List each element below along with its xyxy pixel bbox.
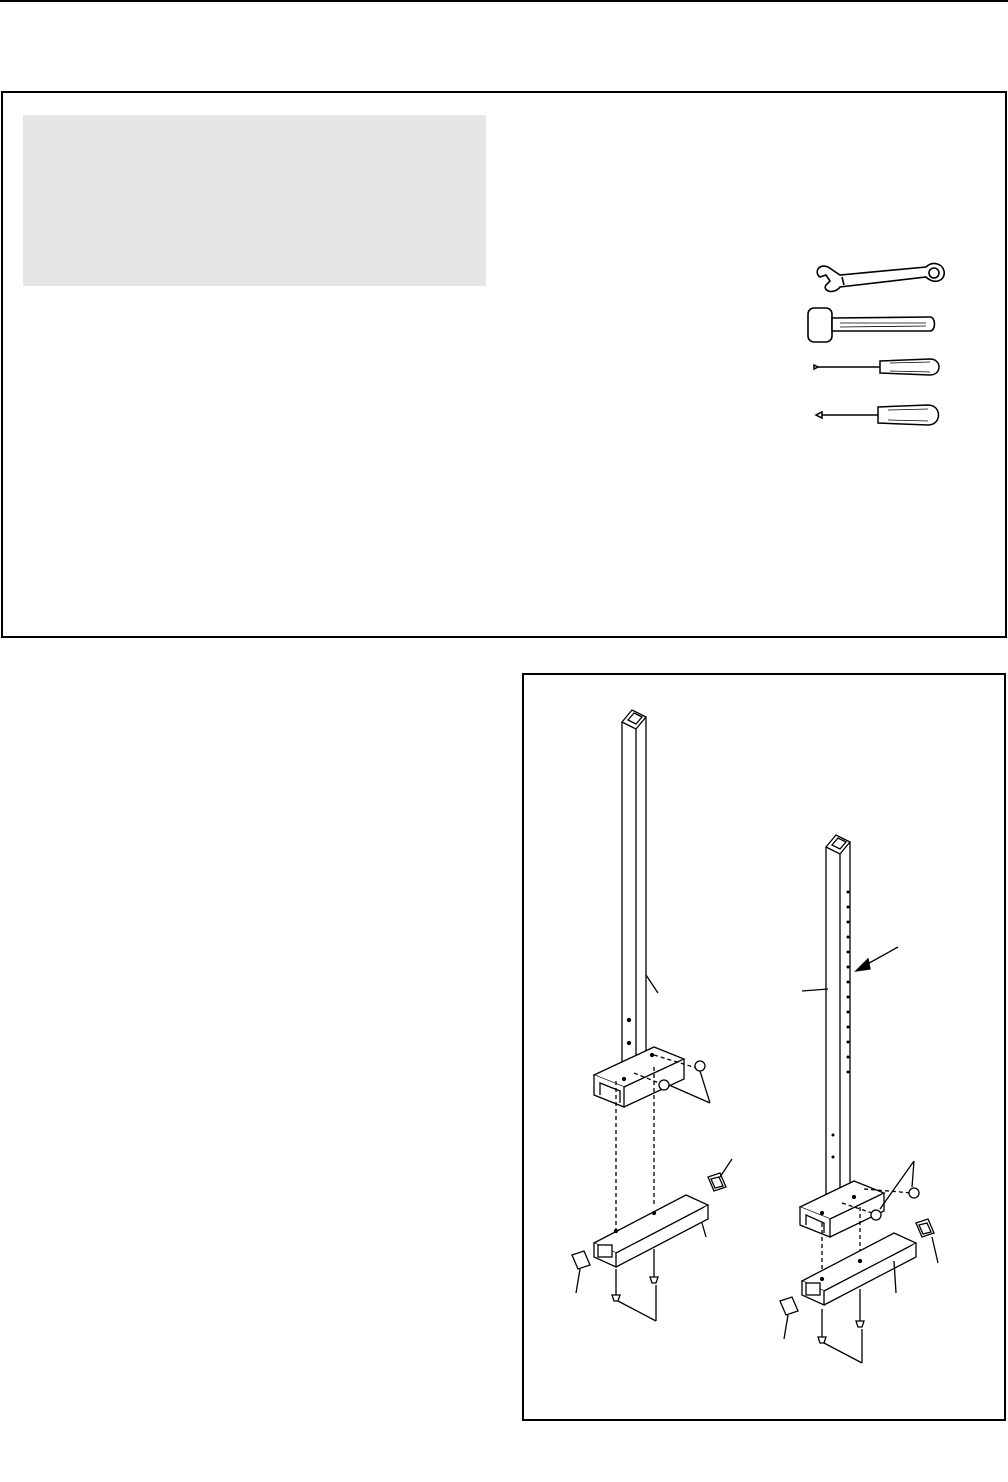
- right-upright-callout-line: [802, 989, 828, 991]
- left-end-cap-front-callout: [576, 1269, 580, 1293]
- hole-arrow: [856, 947, 898, 971]
- left-bolt-callout-line: [618, 1301, 656, 1321]
- top-rule: [0, 0, 1008, 2]
- left-end-cap-rear: [708, 1173, 726, 1191]
- left-end-cap-rear-callout: [720, 1159, 732, 1177]
- right-nut-callout-line: [912, 1161, 914, 1187]
- right-bolts: [818, 1289, 864, 1343]
- right-nut-callout-line-2: [880, 1161, 914, 1209]
- assembly-diagram: [524, 675, 1004, 1419]
- right-base-tube: [802, 1233, 916, 1305]
- right-end-cap-front: [780, 1297, 798, 1315]
- left-upright: [622, 710, 646, 1077]
- left-end-cap-front: [572, 1251, 590, 1269]
- left-base-tube: [594, 1195, 708, 1267]
- left-base-bracket: [594, 1047, 684, 1107]
- right-end-cap-rear-callout: [932, 1237, 938, 1263]
- left-nut-callout-line: [700, 1071, 710, 1103]
- rubber-mallet-icon: [808, 308, 935, 342]
- tools-illustration: [800, 255, 960, 435]
- right-end-cap-rear: [916, 1219, 934, 1237]
- right-upright: [826, 835, 850, 1210]
- right-end-cap-front-callout: [784, 1315, 788, 1339]
- left-upright-callout-line: [646, 975, 658, 993]
- adjustable-wrench-icon: [817, 264, 944, 292]
- right-bolt-callout-line: [824, 1343, 862, 1363]
- assembly-figure-frame: [522, 673, 1006, 1421]
- left-nut-callout-line-2: [669, 1085, 710, 1103]
- instruction-panel: [23, 115, 486, 286]
- flat-screwdriver-icon: [814, 359, 939, 375]
- left-base-tube-callout: [702, 1223, 706, 1237]
- phillips-screwdriver-icon: [816, 405, 939, 425]
